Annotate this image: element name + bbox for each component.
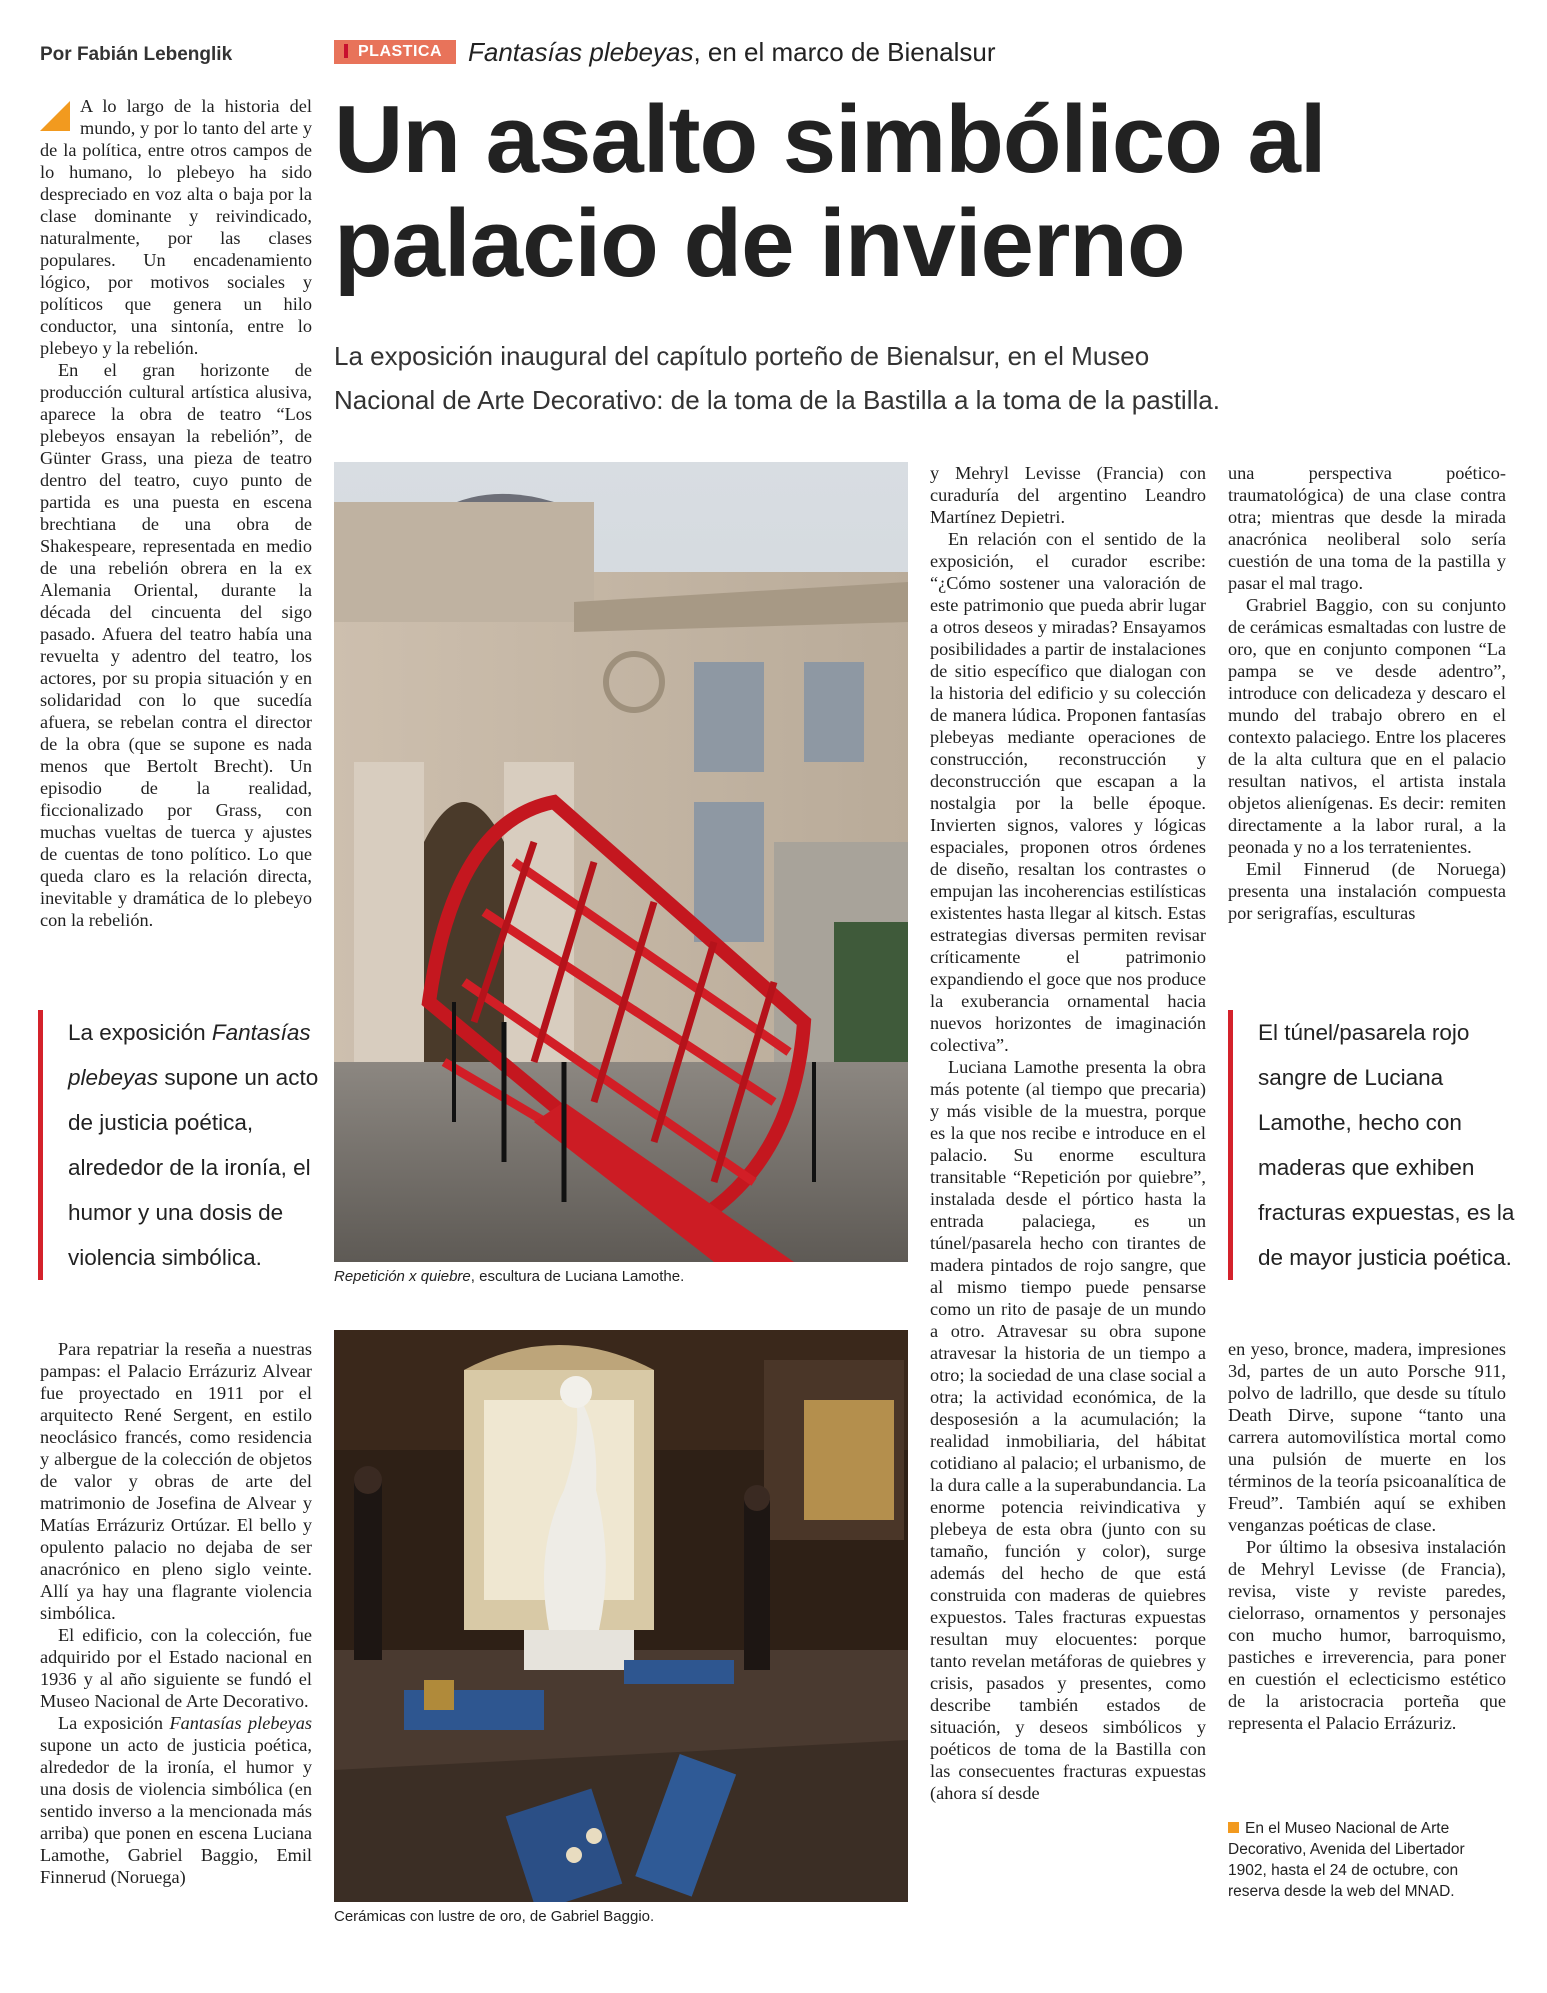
caption-photo-1: Repetición x quiebre, escultura de Luciana Lamothe. [334, 1268, 685, 1285]
kicker-rest: , en el marco de Bienalsur [693, 36, 996, 67]
headline [334, 88, 1504, 296]
palace-tunnel-illustration [334, 462, 908, 1262]
body-paragraph: en yeso, bronce, madera, impresiones 3d, partes de un auto Porsche 911, polvo de ladrillo, que desde su título Death Dirve, supone “tanto una carrera automovilística mortal como una pulsión de muerte en los términos de la teoría psicoanalítica de Freud”. También aquí se exhiben venganzas poéticas de clase. [1228, 1339, 1506, 1535]
pull-quote-2: El túnel/pasarela rojo sangre de Luciana Lamothe, hecho con maderas que exhiben fracturas expuestas, es la de mayor justicia poética. [1228, 1010, 1536, 1280]
section-bar [334, 38, 996, 66]
body-paragraph: una perspectiva poético- traumatológica) de una clase contra otra; mientras que desde la mirada anacrónica neoliberal solo sería cuestión de una toma de la pastilla y pasar el mal trago. [1228, 463, 1506, 593]
body-paragraph: Emil Finnerud (de Noruega) presenta una instalación compuesta por serigrafías, esculturas [1228, 859, 1506, 923]
photo-baggio-ceramics [334, 1330, 908, 1902]
column-3 [930, 462, 1206, 1804]
body-paragraph: Grabriel Baggio, con su conjunto de cerámicas esmaltadas con lustre de oro, que en conjunto componen “La pampa se ve desde adentro”, introduce con delicadeza y descaro el mundo del trabajo obrero en el contexto palaciego. Entre los placeres de la alta cultura que en el palacio resultan nativos, el artista instala objetos alienígenas. Es decir: remiten directamente a la labor rural, a la peonada y no a los terratenientes. [1228, 595, 1506, 857]
body-paragraph: Luciana Lamothe presenta la obra más potente (al tiempo que precaria) y más visible de la muestra, porque es la que nos recibe e introduce en el palacio. Su enorme escultura transitable “Repetición por quiebre”, instalada desde el pórtico hasta la entrada palaciega, es un túnel/pasarela hecho con tirantes de madera pintados de rojo sangre, que al mismo tiempo puede pensarse como un rito de pasaje de un mundo a otro. Atravesar su obra supone atravesar la historia de un tiempo a otro; la sociedad de una clase social a otra; la actividad económica, de la desposesión a la acumulación; la realidad inmobiliaria, del hábitat cotidiano al palacio; el urbanismo, de la dura calle a la superabundancia. La enorme potencia reivindicativa y plebeya de esta obra (junto con su tamaño, función y color), surge además del hecho de que está construida con maderas de quiebres expuestos. Tales fracturas expuestas resultan muy elocuentes: porque tanto revelan metáforas de quiebres y crisis, pasados y presentes, como describe también estados de situación, y deseos simbólicos y poéticos de toma de la Bastilla con las consecuentes fracturas expuestas (ahora sí desde [930, 1057, 1206, 1803]
body-paragraph: Por último la obsesiva instalación de Mehryl Levisse (de Francia), revisa, viste y reviste paredes, cielorraso, ornamentos y personajes con mucho humor, barroquismo, pastiches e irreverencia, para poner en cuestión el eclecticismo estético de la aristocracia porteña que representa el Palacio Errázuriz. [1228, 1537, 1506, 1733]
info-square-icon [1228, 1822, 1239, 1833]
byline: Por Fabián Lebenglik [40, 44, 233, 65]
body-paragraph: En relación con el sentido de la exposición, el curador escribe: “¿Cómo sostener una valoración de este patrimonio que pueda abrir lugar a otros deseos y miradas? Ensayamos posibilidades a partir de instalaciones de sitio específico que dialogan con la historia del edificio y su colección de manera lúdica. Proponen fantasías plebeyas mediante operaciones de construcción, reconstrucción y deconstrucción que escapan a la nostalgia por la belle époque. Invierten signos, valores y lógicas espaciales, proponen otros órdenes de diseño, resaltan los contrastes o empujan las incoherencias estilísticas existentes hasta llegar al kitsch. Estas estrategias diversas permiten revisar críticamente el patrimonio expandiendo el goce que nos produce la exuberancia ornamental hacia nuevos horizontes de imaginación colectiva”. [930, 529, 1206, 1055]
column-1-top [40, 95, 312, 931]
headline-line-1: Un asalto simbólico al [334, 86, 1326, 193]
body-paragraph: El edificio, con la colección, fue adquirido por el Estado nacional en 1936 y al año siguiente se fundó el Museo Nacional de Arte Decorativo. [40, 1625, 312, 1711]
section-tag: PLASTICA [334, 40, 456, 64]
column-4-bottom [1228, 1338, 1506, 1734]
kicker-italic: Fantasías plebeyas [468, 36, 694, 67]
body-paragraph: En el gran horizonte de producción cultural artística alusiva, aparece la obra de teatro “Los plebeyos ensayan la rebelión”, de Günter Grass, una pieza de teatro dentro del teatro, cuyo punto de partida es una puesta en escena brechtiana de una obra de Shakespeare, representada en medio de una rebelión obrera en la ex Alemania Oriental, durante la década del cincuenta del sigo pasado. Afuera del teatro había una revuelta y adentro del teatro, los actores, por su propia situación y en solidaridad con lo que sucedía afuera, se rebelan contra el director de la obra (que se supone es nada menos que Bertolt Brecht). Un episodio de la realidad, ficcionalizado por Grass, con muchas vueltas de tuerca y ajustes de cuentas de tono político. Lo que queda claro es la relación directa, inevitable y dramática de lo plebeyo con la rebelión. [40, 360, 312, 930]
column-1-bottom [40, 1338, 312, 1888]
subhead-line-1: La exposición inaugural del capítulo porteño de Bienalsur, en el Museo [334, 341, 1150, 371]
body-paragraph: y Mehryl Levisse (Francia) con curaduría del argentino Leandro Martínez Depietri. [930, 463, 1206, 527]
headline-line-2: palacio de invierno [334, 190, 1185, 297]
kicker [468, 37, 996, 68]
drop-mark-icon [40, 101, 70, 131]
body-paragraph: La exposición Fantasías plebeyas supone un acto de justicia poética, alrededor de la ironía, el humor y una dosis de violencia simbólica (en sentido inverso a la mencionada más arriba) que ponen en escena Luciana Lamothe, Gabriel Baggio, Emil Finnerud (Noruega) [40, 1713, 312, 1887]
caption-photo-2: Cerámicas con lustre de oro, de Gabriel Baggio. [334, 1908, 655, 1925]
column-4-top [1228, 462, 1506, 924]
body-paragraph: A lo largo de la historia del mundo, y por lo tanto del arte y de la política, entre otros campos de lo humano, lo plebeyo ha sido despreciado en voz alta o baja por la clase dominante y reivindicado, naturalmente, por las clases populares. Un encadenamiento lógico, por motivos sociales y políticos que genera un hilo conductor, una sintonía, entre lo plebeyo y la rebelión. [40, 96, 312, 358]
body-paragraph: Para repatriar la reseña a nuestras pampas: el Palacio Errázuriz Alvear fue proyectado en 1911 por el arquitecto René Sergent, en estilo neoclásico francés, como residencia y albergue de la colección de objetos de valor y obras de arte del matrimonio de Josefina de Alvear y Matías Errázuriz Ortúzar. El bello y opulento palacio no dejaba de ser anacrónico en pleno siglo veinte. Allí ya hay una flagrante violencia simbólica. [40, 1339, 312, 1623]
subhead [334, 334, 1504, 422]
pull-quote-1: La exposición Fantasías plebeyas supone un acto de justicia poética, alrededor de la ironía, el humor y una dosis de violencia simbólica. [38, 1010, 343, 1280]
museum-interior-illustration [334, 1330, 908, 1902]
exhibition-info: En el Museo Nacional de Arte Decorativo, Avenida del Libertador 1902, hasta el 24 de octubre, con reserva desde la web del MNAD. [1228, 1820, 1465, 1900]
subhead-line-2: Nacional de Arte Decorativo: de la toma de la Bastilla a la toma de la pastilla. [334, 385, 1220, 415]
photo-lamothe-sculpture [334, 462, 908, 1262]
